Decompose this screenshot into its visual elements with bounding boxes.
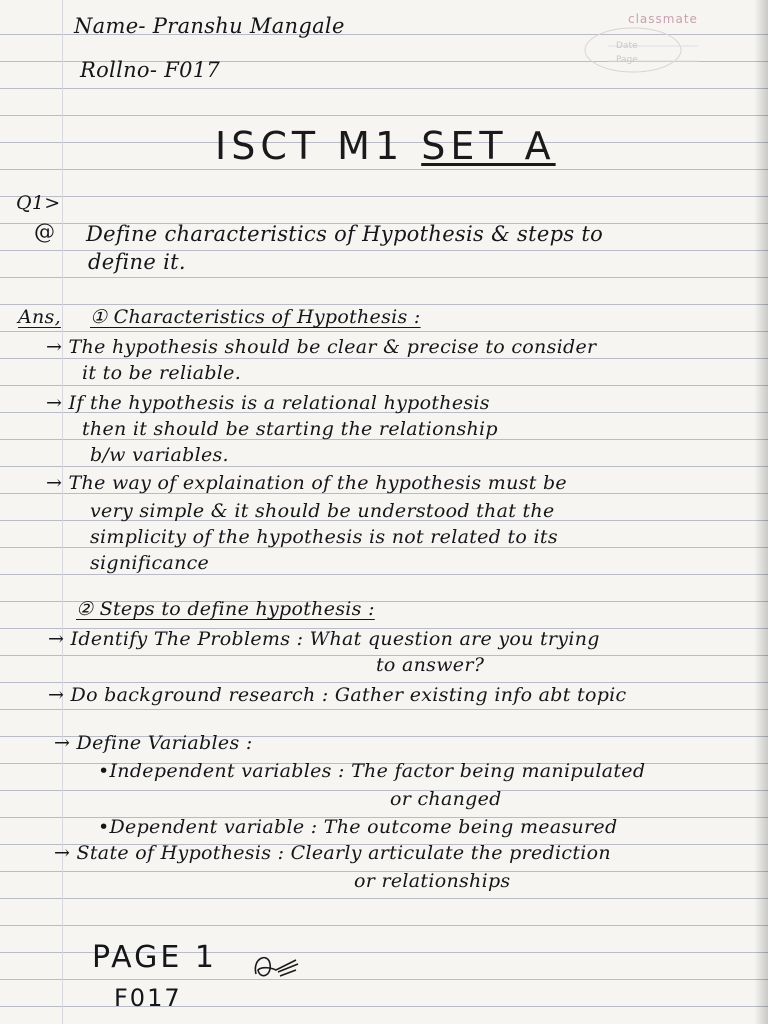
question-number: Q1>	[16, 192, 61, 214]
section2-line-3: → Do background research : Gather existing info abt topic	[48, 684, 627, 706]
page-edge-shadow	[754, 0, 768, 1024]
question-line-2: define it.	[88, 250, 186, 274]
section2-line-7: •Dependent variable : The outcome being measured	[98, 816, 618, 838]
page-title	[215, 124, 556, 168]
section1-heading: ① Characteristics of Hypothesis :	[90, 306, 421, 328]
signature-scribble-icon	[250, 948, 302, 984]
section1-line-1: → The hypothesis should be clear & precise to consider	[46, 336, 597, 358]
section1-line-9: significance	[90, 552, 210, 574]
title-prefix: ISCT M1	[215, 124, 422, 168]
section1-line-6: → The way of explaination of the hypothesis must be	[46, 472, 567, 494]
section1-line-3: → If the hypothesis is a relational hypothesis	[46, 392, 490, 414]
page-number-label: PAGE 1	[92, 940, 217, 975]
brand-name: classmate	[628, 12, 698, 26]
section2-line-6: or changed	[390, 788, 502, 810]
section1-line-7: very simple & it should be understood that the	[90, 500, 555, 522]
date-field-label: Date	[616, 41, 638, 51]
question-part-marker: @	[34, 220, 56, 244]
section2-line-5: •Independent variables : The factor being manipulated	[98, 760, 646, 782]
section1-line-2: it to be reliable.	[82, 362, 242, 384]
answer-label: Ans,	[18, 306, 61, 328]
section1-line-8: simplicity of the hypothesis is not related to its	[90, 526, 558, 548]
section2-heading: ② Steps to define hypothesis :	[76, 598, 375, 620]
section2-line-9: or relationships	[354, 870, 511, 892]
page-field-label: Page	[616, 55, 638, 65]
classmate-logo	[578, 8, 728, 80]
section2-line-1: → Identify The Problems : What question are you trying	[48, 628, 600, 650]
section2-line-4: → Define Variables :	[54, 732, 253, 754]
section1-line-4: then it should be starting the relationship	[82, 418, 498, 440]
question-line-1: Define characteristics of Hypothesis & steps to	[86, 222, 604, 246]
title-set: SET A	[421, 124, 556, 168]
roll-number: Rollno- F017	[80, 58, 221, 82]
margin-line	[62, 0, 63, 1024]
student-name: Name- Pranshu Mangale	[74, 14, 345, 38]
footer-initials: F017	[114, 984, 182, 1012]
section1-line-5: b/w variables.	[90, 444, 229, 466]
section2-line-8: → State of Hypothesis : Clearly articulate the prediction	[54, 842, 611, 864]
section2-line-2: to answer?	[376, 654, 485, 676]
